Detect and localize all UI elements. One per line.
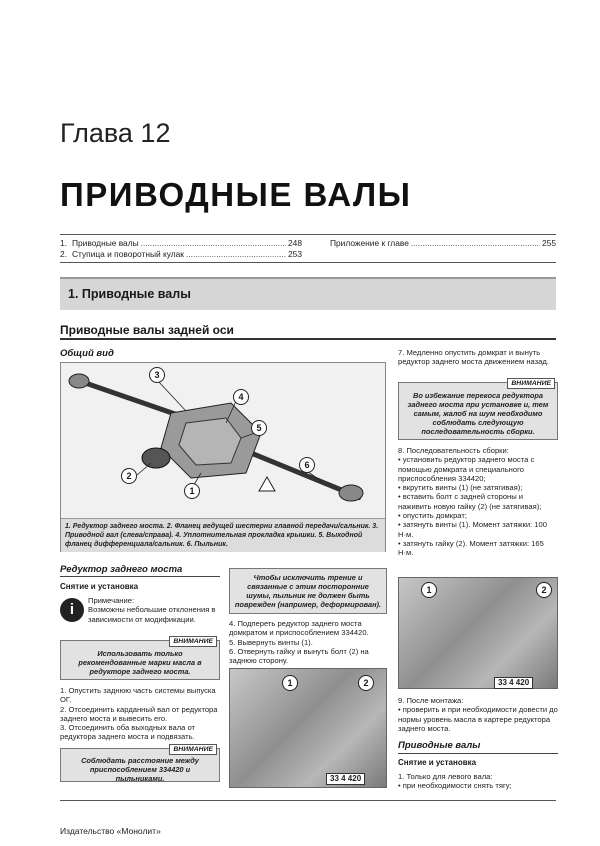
publisher-footer: Издательство «Монолит»	[60, 826, 161, 836]
chapter-title: ПРИВОДНЫЕ ВАЛЫ	[60, 176, 412, 213]
pinion-flange	[142, 448, 170, 468]
assembly-steps	[398, 446, 558, 558]
table-of-contents	[60, 238, 556, 260]
orientation-arrow-icon	[259, 477, 275, 491]
step-3: 3. Отсоединить оба выходных вала от редуктора заднего моста и подвязать.	[60, 723, 196, 742]
warning-box-3	[398, 382, 558, 440]
toc-bottom-rule	[60, 262, 556, 263]
photo1-callout-1: 1	[282, 675, 298, 691]
callout-2: 2	[121, 468, 137, 484]
step-5: 5. Вывернуть винты (1).	[229, 637, 313, 647]
warning-text-3: Во избежание перекоса редуктора заднего моста при установке и, тем самым, жалоб на шум необходимо соблюдать следующую последовательность сборки.	[407, 391, 549, 436]
boot-callout-text: Чтобы исключить трение и связанные с этим посторонние шумы, пыльник не должен быть поврежден (например, деформирован).	[234, 573, 382, 609]
reducer-rule	[60, 576, 220, 577]
step-4: 4. Подпереть редуктор заднего моста домкратом и приспособлением 334420.	[229, 619, 369, 638]
bullet-torque-1: • затянуть винты (1). Момент затяжки: 100 Н·м.	[398, 520, 547, 539]
general-view-figure	[60, 362, 386, 552]
step-9: 9. После монтажа:	[398, 696, 464, 705]
reducer-heading: Редуктор заднего моста	[60, 564, 183, 575]
axle-diagram	[61, 363, 385, 513]
step-2: 2. Отсоединить карданный вал от редуктора заднего моста и вывесить его.	[60, 704, 218, 723]
subsection-title: Приводные валы задней оси	[60, 323, 234, 337]
drive-shafts-rule	[398, 753, 558, 754]
toc-entry-appendix[interactable]: Приложение к главе ..... 255	[330, 238, 556, 249]
warning-badge-2: ВНИМАНИЕ	[169, 744, 217, 755]
reducer-photo-2	[398, 577, 558, 689]
note-text: Возможны небольшие отклонения в зависимости от модификации.	[88, 605, 216, 624]
note-label: Примечание:	[88, 596, 135, 605]
callout-6: 6	[299, 457, 315, 473]
step-6: 6. Отвернуть гайку и вынуть болт (2) на заднюю сторону.	[229, 646, 369, 666]
warning-badge-3: ВНИМАНИЕ	[507, 378, 555, 389]
drive-shafts-heading: Приводные валы	[398, 740, 481, 751]
figure-caption: 1. Редуктор заднего моста. 2. Фланец ведущей шестерни главной передачи/сальник. 3. Приводной вал (слева/справа). 4. Уплотнительная прокладка крышки. 5. Выходной фланец дифференциала/сальник. 6. Пыльник.	[61, 518, 385, 552]
bullet-install: • установить редуктор заднего моста с помощью домкрата и специального приспособления 334420;	[398, 455, 535, 483]
toc-top-rule	[60, 234, 556, 235]
shaft-step-1: 1. Только для левого вала:	[398, 772, 493, 781]
callout-3: 3	[149, 367, 165, 383]
photo2-callout-2: 2	[536, 582, 552, 598]
warning-box-2	[60, 748, 220, 782]
bullet-jack: • опустить домкрат;	[398, 511, 467, 521]
callout-4: 4	[233, 389, 249, 405]
footer-rule	[60, 800, 556, 801]
note-block	[88, 596, 218, 624]
bullet-bolt: • вставить болт с задней стороны и наживить новую гайку (2) (не затягивая);	[398, 492, 542, 511]
callout-1: 1	[184, 483, 200, 499]
toc-entry-2[interactable]: 2. Ступица и поворотный кулак ..... 253	[60, 249, 302, 260]
reducer-photo-1	[229, 668, 387, 788]
photo1-callout-2: 2	[358, 675, 374, 691]
drive-shaft-steps	[398, 772, 558, 791]
warning-box-1	[60, 640, 220, 680]
step-1: 1. Опустить заднюю часть системы выпуска ОГ.	[60, 686, 216, 705]
photo2-code-label: 33 4 420	[494, 677, 533, 689]
photo2-callout-1: 1	[421, 582, 437, 598]
bullet-screws: • вкрутить винты (1) (не затягивая);	[398, 483, 523, 493]
drive-shafts-subheading: Снятие и установка	[398, 758, 477, 767]
subsection-rule	[60, 338, 556, 340]
section-title: 1. Приводные валы	[68, 287, 191, 301]
photo1-code-label: 33 4 420	[326, 773, 365, 785]
leader-3	[158, 381, 186, 411]
mid-steps	[229, 619, 387, 665]
chapter-label: Глава 12	[60, 118, 171, 148]
left-steps	[60, 686, 220, 742]
callout-5: 5	[251, 420, 267, 436]
step-8: 8. Последовательность сборки:	[398, 446, 509, 455]
warning-text-2: Соблюдать расстояние между приспособлением 334420 и пыльниками.	[81, 756, 199, 783]
general-view-heading: Общий вид	[60, 348, 114, 359]
step-7: 7. Медленно опустить домкрат и вынуть редуктор заднего моста движением назад.	[398, 348, 549, 367]
warning-text-1: Использовать только рекомендованные марки масла в редукторе заднего моста.	[78, 649, 202, 676]
warning-badge-1: ВНИМАНИЕ	[169, 636, 217, 647]
info-icon: i	[60, 598, 84, 622]
post-assembly	[398, 696, 558, 733]
reducer-subheading: Снятие и установка	[60, 582, 139, 591]
bullet-torque-2: • затянуть гайку (2). Момент затяжки: 165 Н·м.	[398, 538, 544, 558]
section-header	[60, 277, 556, 310]
bullet-oil-level: • проверить и при необходимости довести до нормы уровень масла в картере редуктора заднего моста.	[398, 705, 558, 733]
toc-entry-1[interactable]: 1. Приводные валы ..... 248	[60, 238, 302, 249]
bullet-remove-rod: • при необходимости снять тягу;	[398, 781, 512, 791]
right-cv-joint	[339, 485, 363, 501]
boot-callout-box	[229, 568, 387, 614]
leader-2	[137, 463, 151, 475]
left-cv-joint	[69, 374, 89, 388]
